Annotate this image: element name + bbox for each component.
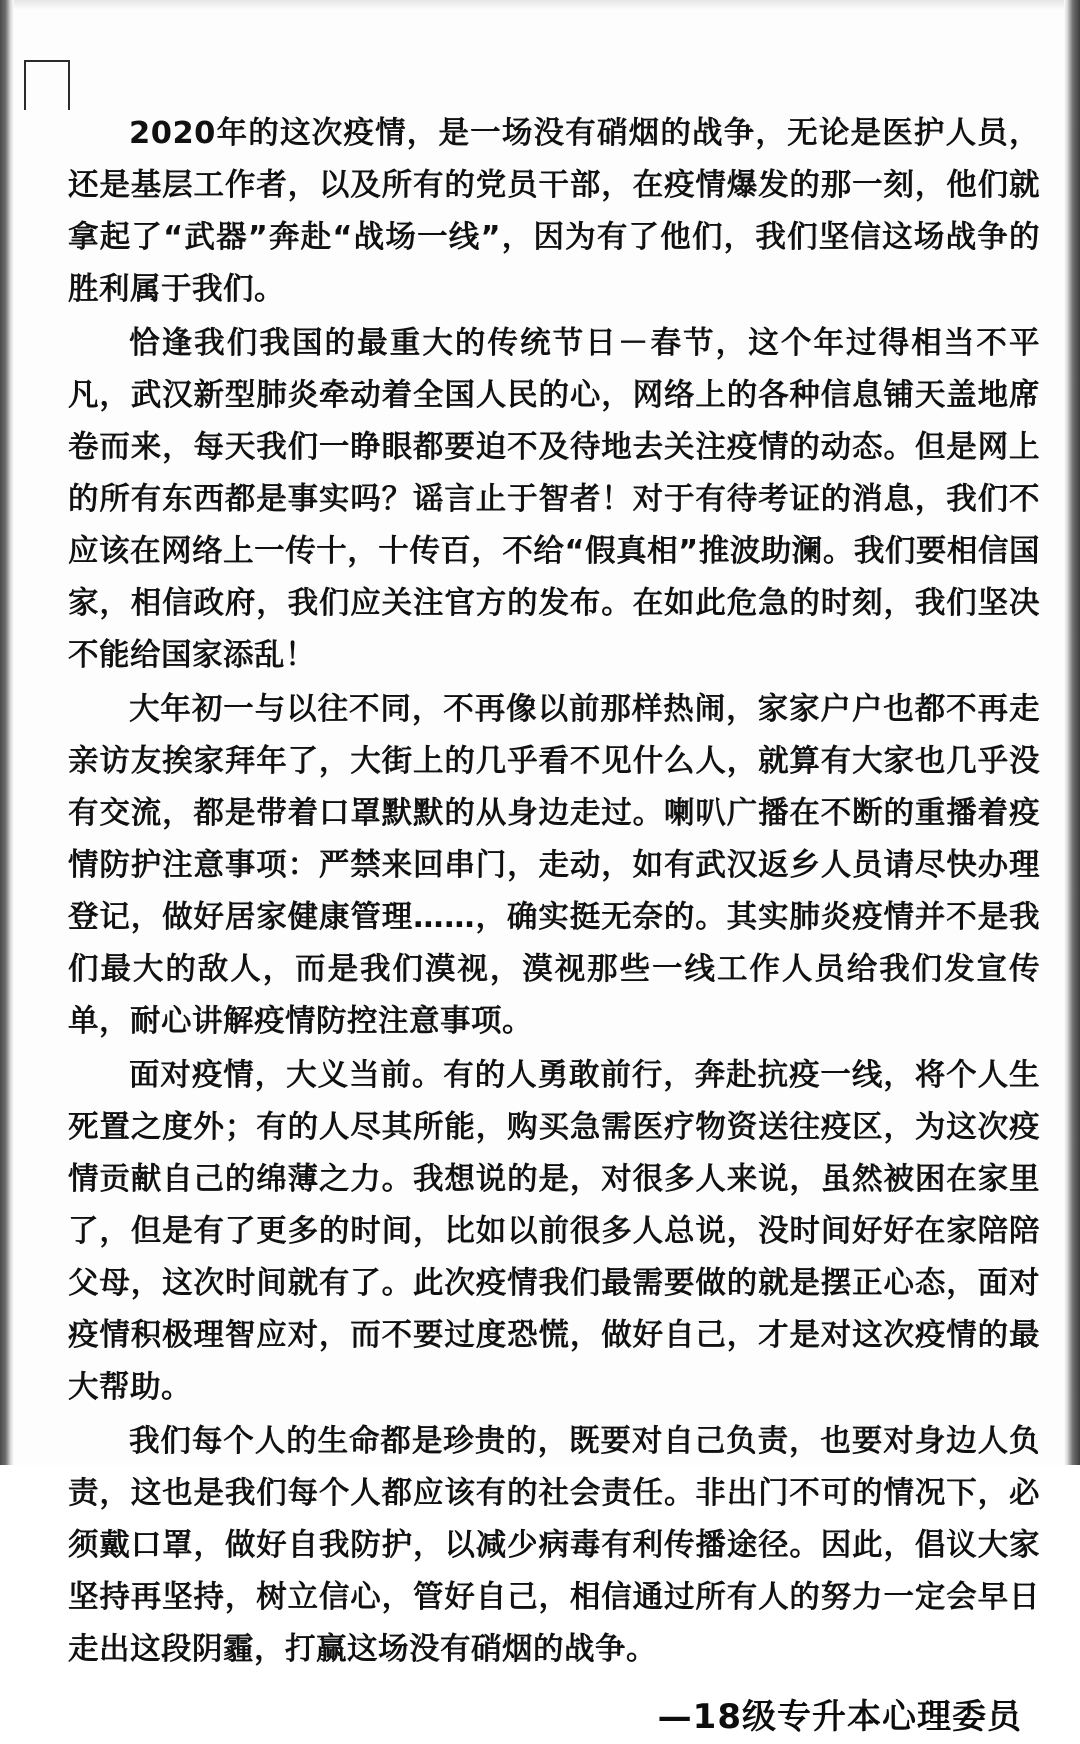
corner-bracket-mark — [24, 60, 70, 110]
signature-line: —18级专升本心理委员 — [657, 1697, 1022, 1737]
paragraph-5: 我们每个人的生命都是珍贵的，既要对自己负责，也要对身边人负责，这也是我们每个人都应该有的社会责任。非出门不可的情况下，必须戴口罩，做好自我防护，以减少病毒有利传播途径。因此，倡议大家坚持再坚持，树立信心，管好自己，相信通过所有人的努力一定会早日走出这段阴霾，打赢这场没有硝烟的战争。 — [68, 1424, 1040, 1667]
paragraph-4: 面对疫情，大义当前。有的人勇敢前行，奔赴抗疫一线，将个人生死置之度外；有的人尽其所能，购买急需医疗物资送往疫区，为这次疫情贡献自己的绵薄之力。我想说的是，对很多人来说，虽然被困在家里了，但是有了更多的时间，比如以前很多人总说，没时间好好在家陪陪父母，这次时间就有了。此次疫情我们最需要做的就是摆正心态，面对疫情积极理智应对，而不要过度恐慌，做好自己，才是对这次疫情的最大帮助。 — [68, 1058, 1040, 1405]
page-left-edge-shadow — [0, 0, 14, 1465]
page-right-edge-shadow — [1064, 0, 1080, 1465]
paragraph-3: 大年初一与以往不同，不再像以前那样热闹，家家户户也都不再走亲访友挨家拜年了，大街上的几乎看不见什么人，就算有大家也几乎没有交流，都是带着口罩默默的从身边走过。喇叭广播在不断的重播着疫情防护注意事项：严禁来回串门，走动，如有武汉返乡人员请尽快办理登记，做好居家健康管理……，确实挺无奈的。其实肺炎疫情并不是我们最大的敌人，而是我们漠视，漠视那些一线工作人员给我们发宣传单，耐心讲解疫情防控注意事项。 — [68, 692, 1040, 1039]
page-top-edge-shadow — [0, 0, 1080, 10]
paragraph-1: 2020年的这次疫情，是一场没有硝烟的战争，无论是医护人员，还是基层工作者，以及所有的党员干部，在疫情爆发的那一刻，他们就拿起了“武器”奔赴“战场一线”，因为有了他们，我们坚信这场战争的胜利属于我们。 — [68, 116, 1040, 307]
document-body — [68, 108, 1040, 1744]
paragraph-2: 恰逢我们我国的最重大的传统节日－春节，这个年过得相当不平凡，武汉新型肺炎牵动着全国人民的心，网络上的各种信息铺天盖地席卷而来，每天我们一睁眼都要迫不及待地去关注疫情的动态。但是网上的所有东西都是事实吗？谣言止于智者！对于有待考证的消息，我们不应该在网络上一传十，十传百，不给“假真相”推波助澜。我们要相信国家，相信政府，我们应关注官方的发布。在如此危急的时刻，我们坚决不能给国家添乱！ — [68, 326, 1040, 673]
